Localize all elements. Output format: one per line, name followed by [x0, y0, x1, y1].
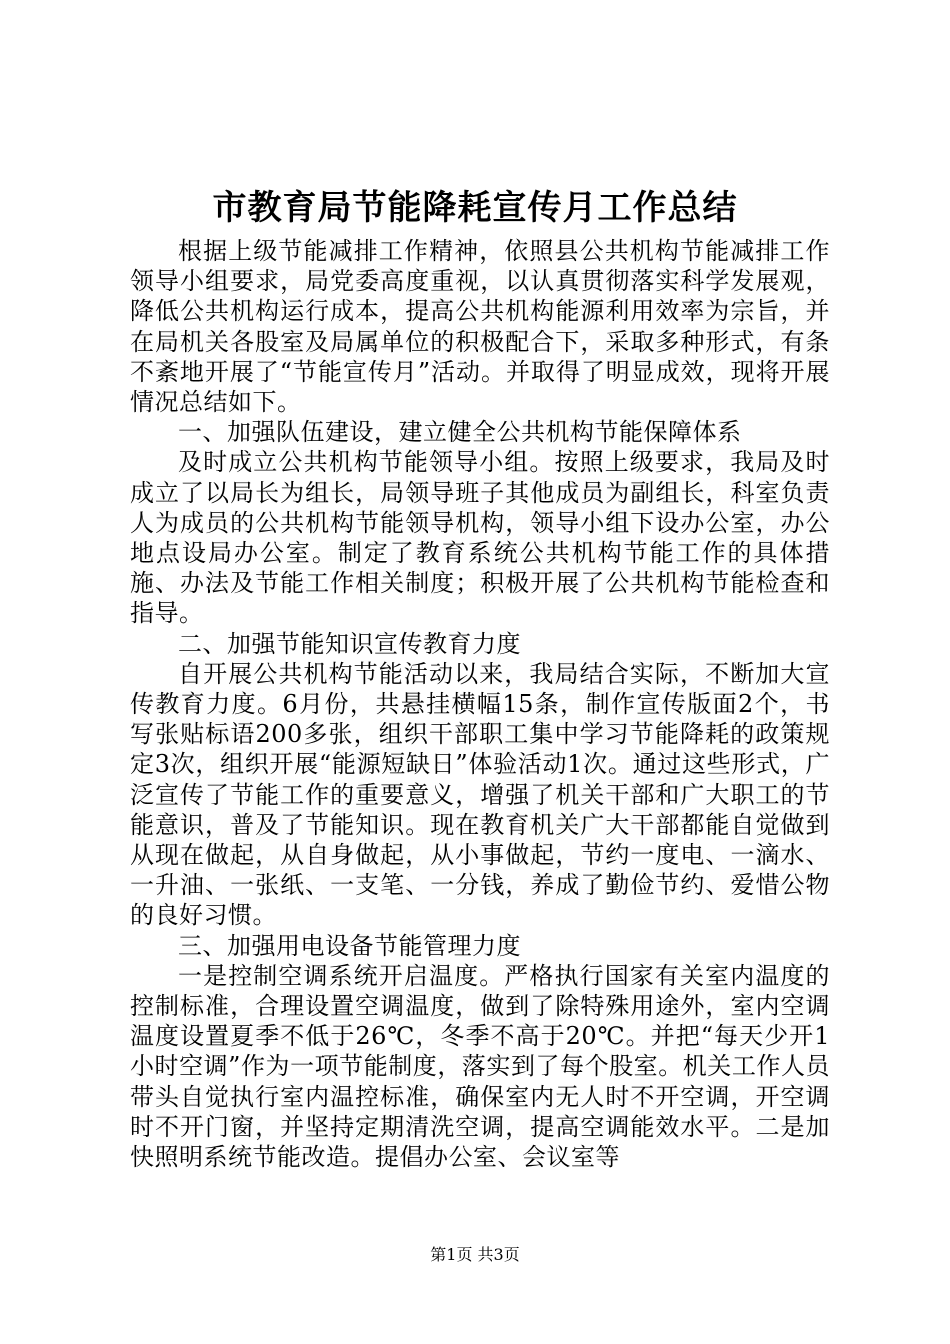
section-paragraph-3: 一是控制空调系统开启温度。严格执行国家有关室内温度的控制标准，合理设置空调温度，做到了除特殊用途外，室内空调温度设置夏季不低于26℃，冬季不高于20℃。并把“每天少开1小时空调”作为一项节能制度，落实到了每个股室。机关工作人员带头自觉执行室内温控标准，确保室内无人时不开空调，开空调时不开门窗，并坚持定期清洗空调，提高空调能效水平。二是加快照明系统节能改造。提倡办公室、会议室等: [130, 961, 830, 1172]
intro-paragraph: 根据上级节能减排工作精神，依照县公共机构节能减排工作领导小组要求，局党委高度重视，以认真贯彻落实科学发展观，降低公共机构运行成本，提高公共机构能源利用效率为宗旨，并在局机关各股室及局属单位的积极配合下，采取多种形式，有条不紊地开展了“节能宣传月”活动。并取得了明显成效，现将开展情况总结如下。: [130, 237, 830, 417]
section-paragraph-2: 自开展公共机构节能活动以来，我局结合实际，不断加大宣传教育力度。6月份，共悬挂横幅15条，制作宣传版面2个，书写张贴标语200多张，组织干部职工集中学习节能降耗的政策规定3次，组织开展“能源短缺日”体验活动1次。通过这些形式，广泛宣传了节能工作的重要意义，增强了机关干部和广大职工的节能意识，普及了节能知识。现在教育机关广大干部都能自觉做到从现在做起，从自身做起，从小事做起，节约一度电、一滴水、一升油、一张纸、一支笔、一分钱，养成了勤俭节约、爱惜公物的良好习惯。: [130, 659, 830, 930]
section-heading-2: 二、加强节能知识宣传教育力度: [178, 629, 521, 658]
section-paragraph-1: 及时成立公共机构节能领导小组。按照上级要求，我局及时成立了以局长为组长，局领导班子其他成员为副组长，科室负责人为成员的公共机构节能领导机构，领导小组下设办公室，办公地点设局办公室。制定了教育系统公共机构节能工作的具体措施、办法及节能工作相关制度；积极开展了公共机构节能检查和指导。: [130, 448, 830, 628]
document-body: [130, 236, 830, 1172]
page-number-footer: 第1页 共3页: [430, 1245, 520, 1264]
section-heading-1: 一、加强队伍建设，建立健全公共机构节能保障体系: [178, 418, 742, 447]
document-title: 市教育局节能降耗宣传月工作总结: [212, 188, 738, 228]
section-heading-3: 三、加强用电设备节能管理力度: [178, 931, 521, 960]
